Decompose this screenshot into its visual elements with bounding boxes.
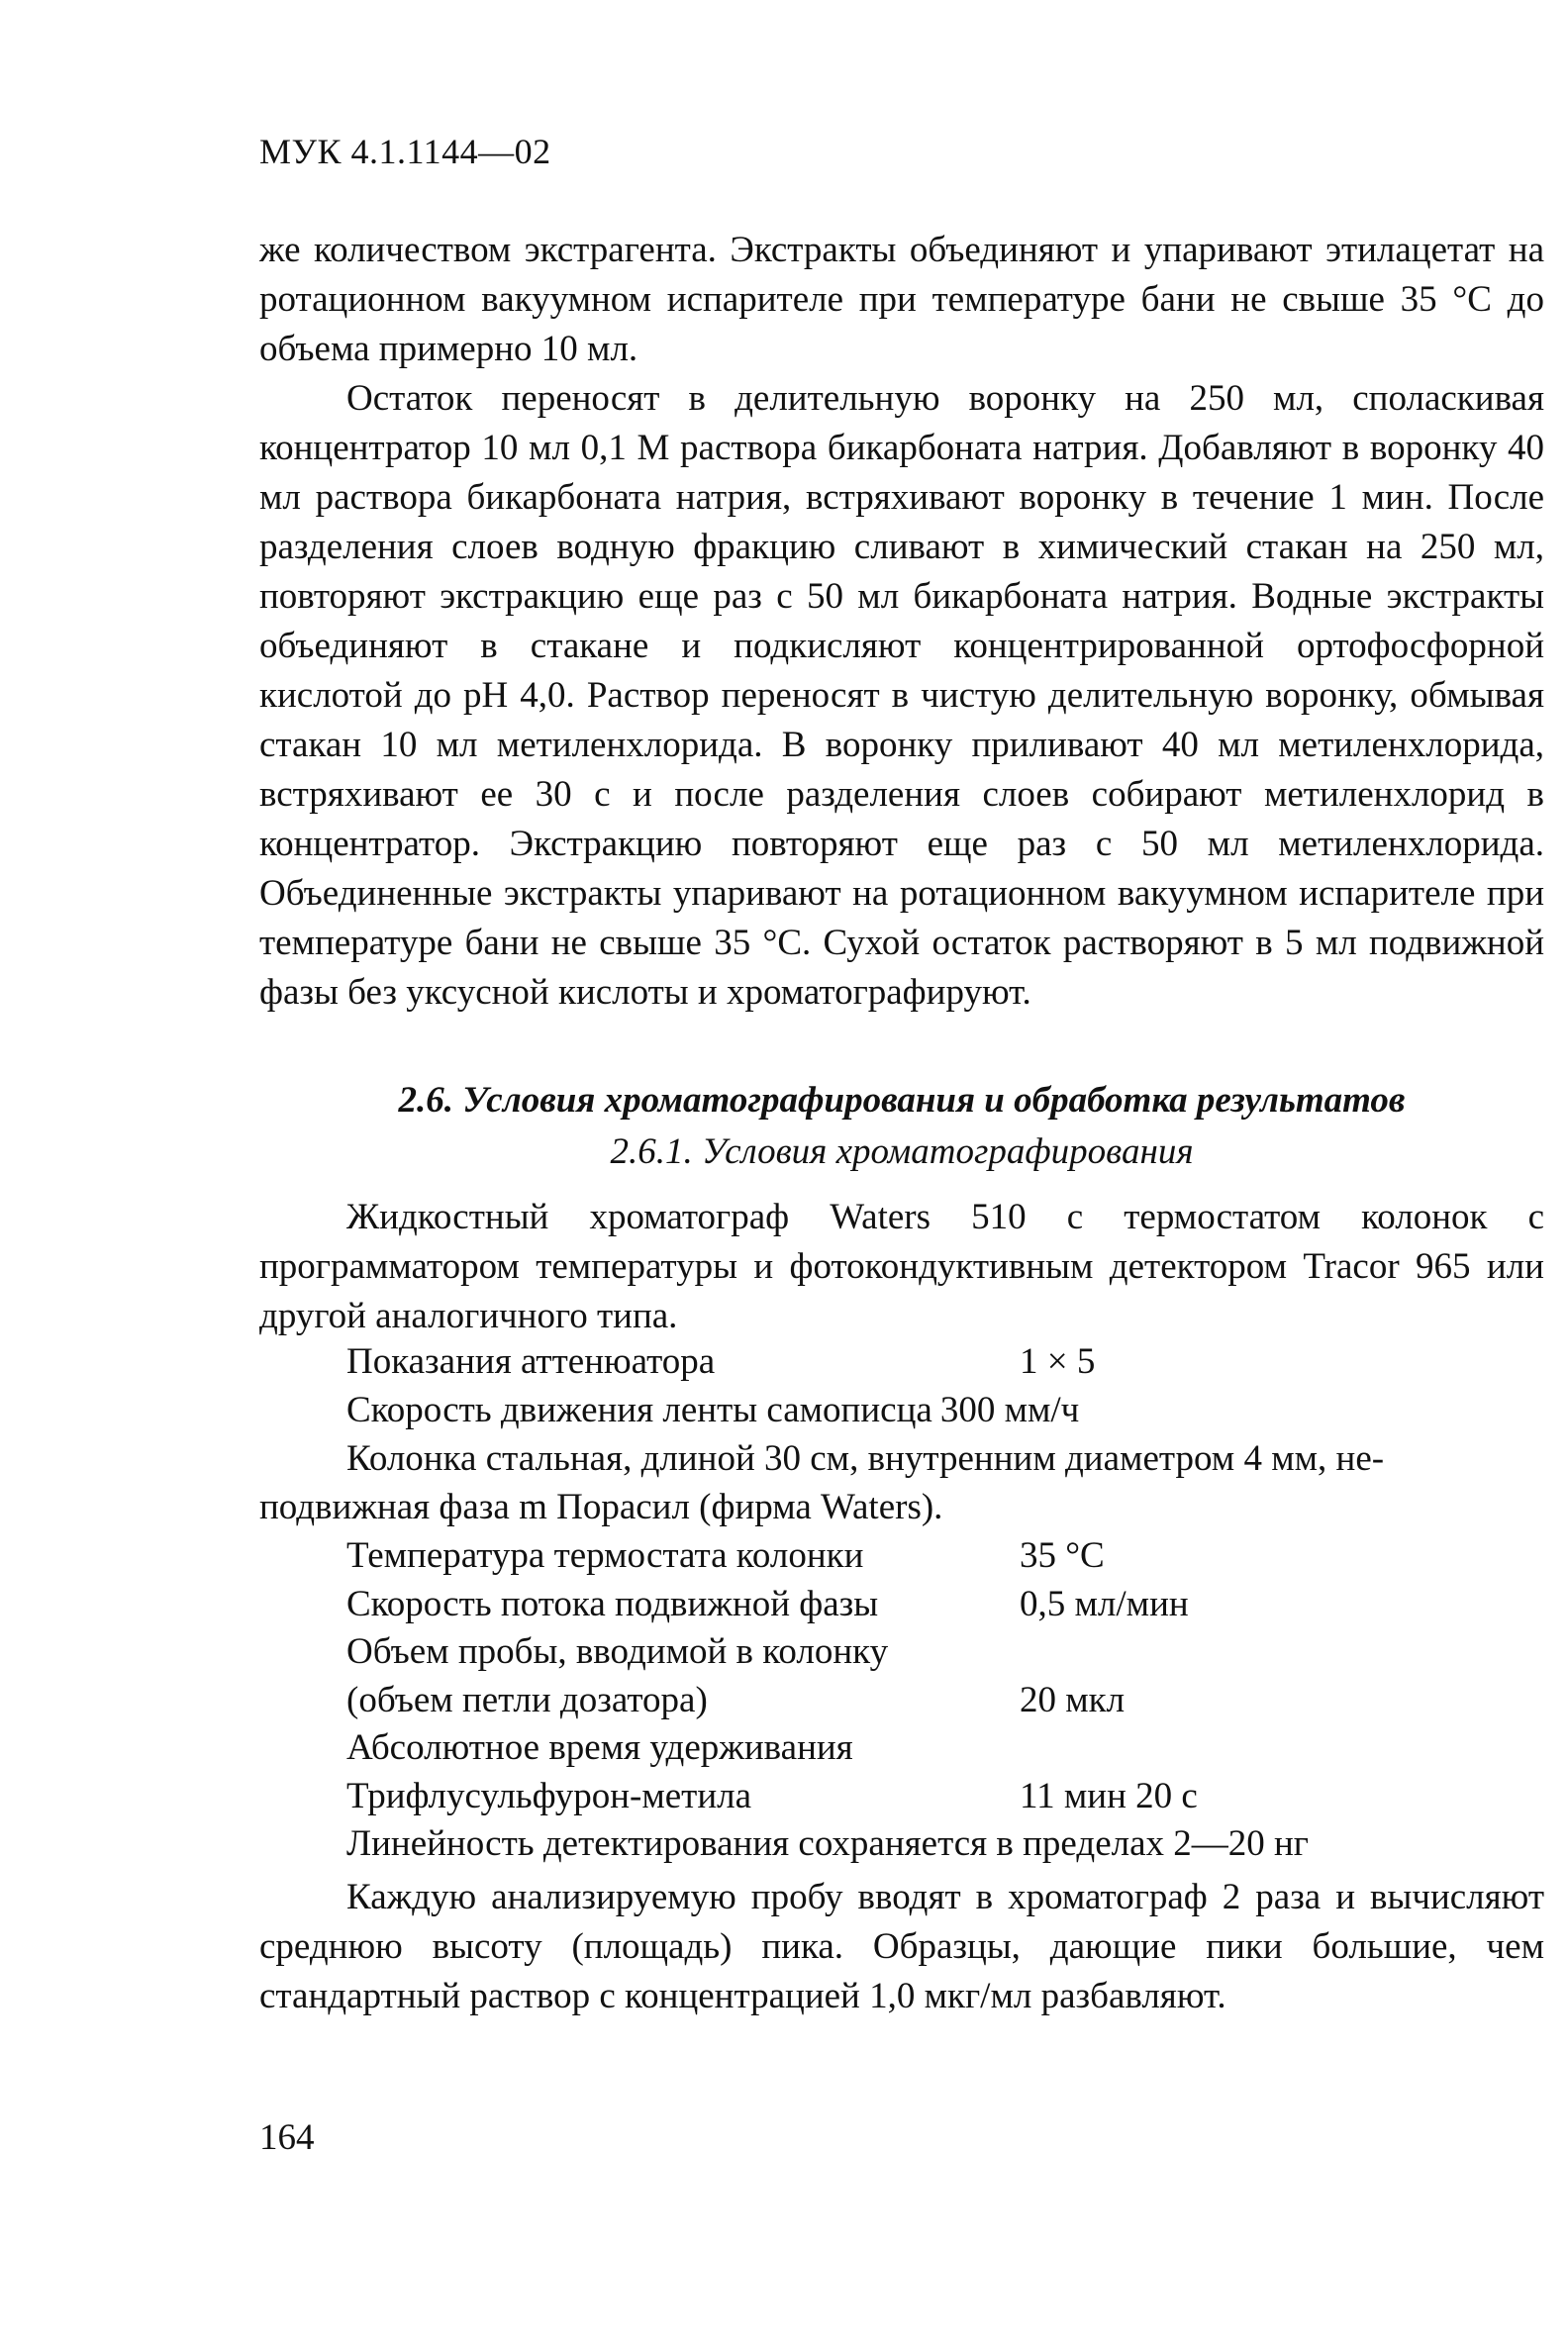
- column-temp-label: Температура термостата колонки: [346, 1535, 864, 1576]
- text-block-procedure: [259, 374, 1544, 1018]
- retention-label-2: Трифлусульфурон-метила: [346, 1775, 752, 1816]
- param-row-column-temp: [346, 1532, 1534, 1581]
- flow-value: 0,5 мл/мин: [1020, 1583, 1189, 1624]
- param-row-retention-2: [346, 1773, 1534, 1821]
- column-text-line-2: подвижная фаза m Порасил (фирма Waters).: [259, 1487, 943, 1527]
- page-number: 164: [259, 2117, 315, 2158]
- param-row-sample-volume-2: [346, 1677, 1534, 1725]
- text-block-chromatograph: [259, 1193, 1544, 1341]
- column-description: [346, 1435, 1544, 1484]
- param-row-retention-1: [346, 1724, 1534, 1773]
- param-row-tape-speed: [346, 1387, 1534, 1435]
- paragraph-chromatograph: Жидкостный хроматограф Waters 510 с термостатом колонок с программатором температуры и фотокондуктивным детектором Tracor 965 или другой аналогичного типа.: [259, 1197, 1544, 1336]
- text-block-final: [259, 1873, 1544, 2021]
- sample-volume-label-2: (объем петли дозатора): [346, 1679, 708, 1720]
- chromatography-parameters: [346, 1338, 1534, 1434]
- document-code-header: МУК 4.1.1144—02: [259, 132, 551, 171]
- column-text-line-1: Колонка стальная, длиной 30 см, внутренним диаметром 4 мм, не-: [346, 1438, 1385, 1479]
- param-row-attenuator: [346, 1338, 1534, 1387]
- tape-speed-label: Скорость движения ленты самописца: [346, 1389, 932, 1430]
- paragraph-procedure: Остаток переносят в делительную воронку на 250 мл, споласкивая концентратор 10 мл 0,1 М раствора бикарбоната натрия. Добавляют в воронку 40 мл раствора бикарбоната натрия, встряхивают воронку в течение 1 мин. После разделения слоев водную фракцию сливают в химический стакан на 250 мл, повторяют экстракцию еще раз с 50 мл бикарбоната натрия. Водные экстракты объединяют в стакане и подкисляют концентрированной ортофосфорной кислотой до рН 4,0. Раствор переносят в чистую делительную воронку, обмывая стакан 10 мл метиленхлорида. В воронку приливают 40 мл метиленхлорида, встряхивают ее 30 с и после разделения слоев собирают метиленхлорид в концентратор. Экстракцию повторяют еще раз с 50 мл метиленхлорида. Объединенные экстракты упаривают на ротационном вакуумном испарителе при температуре бани не свыше 35 °С. Сухой остаток растворяют в 5 мл подвижной фазы без уксусной кислоты и хроматографируют.: [259, 378, 1544, 1013]
- param-row-flow: [346, 1581, 1534, 1629]
- paragraph-continuation: же количеством экстрагента. Экстракты объединяют и упаривают этилацетат на ротационном вакуумном испарителе при температуре бани не свыше 35 °С до объема примерно 10 мл.: [259, 230, 1544, 369]
- attenuator-value: 1 × 5: [1020, 1341, 1096, 1382]
- param-row-linearity: [346, 1820, 1534, 1869]
- subsection-heading: 2.6.1. Условия хроматографирования: [610, 1131, 1194, 1172]
- text-block-continuation: [259, 226, 1544, 374]
- paragraph-final: Каждую анализируемую пробу вводят в хроматограф 2 раза и вычисляют среднюю высоту (площадь) пика. Образцы, дающие пики большие, чем стандартный раствор с концентрацией 1,0 мкг/мл разбавляют.: [259, 1877, 1544, 2016]
- retention-label-1: Абсолютное время удерживания: [346, 1727, 853, 1768]
- tape-speed-value: 300 мм/ч: [939, 1389, 1080, 1430]
- param-row-sample-volume-1: [346, 1628, 1534, 1677]
- chromatography-parameters-2: [346, 1532, 1534, 1869]
- retention-value: 11 мин 20 с: [1020, 1775, 1198, 1816]
- flow-label: Скорость потока подвижной фазы: [346, 1583, 879, 1624]
- column-description-cont: [259, 1484, 1447, 1532]
- linearity-text: Линейность детектирования сохраняется в пределах 2—20 нг: [346, 1823, 1309, 1864]
- section-heading: 2.6. Условия хроматографирования и обработка результатов: [398, 1080, 1406, 1121]
- sample-volume-value: 20 мкл: [1020, 1679, 1126, 1720]
- sample-volume-label-1: Объем пробы, вводимой в колонку: [346, 1631, 889, 1672]
- attenuator-label: Показания аттенюатора: [346, 1341, 716, 1382]
- column-temp-value: 35 °С: [1020, 1535, 1105, 1576]
